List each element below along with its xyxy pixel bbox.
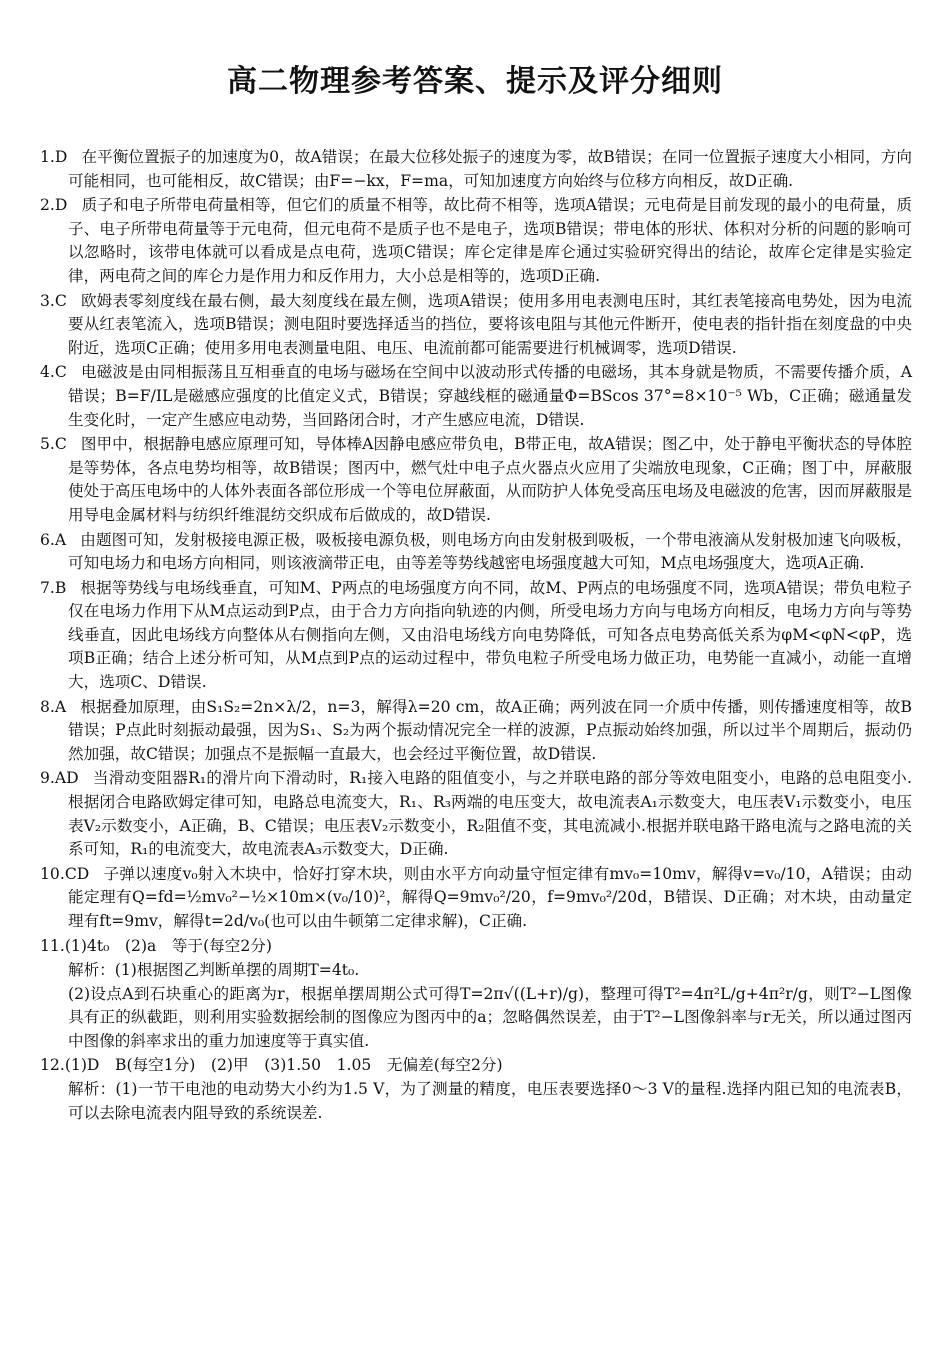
question-5 <box>40 433 912 527</box>
question-number: 11. <box>40 936 65 955</box>
question-answer: AD <box>54 769 79 788</box>
question-4 <box>40 361 912 432</box>
question-explanation: 在平衡位置振子的加速度为0，故A错误；在最大位移处振子的速度为零，故B错误；在同一位置振子速度大小相同，方向可能相同，也可能相反，故C错误；由F=−kx，F=ma，可知加速度方向始终与位移方向相反，故D正确. <box>68 148 912 190</box>
question-explanation: 根据等势线与电场线垂直，可知M、P两点的电场强度方向不同，故M、P两点的电场强度不同，选项A错误；带负电粒子仅在电场力作用下从M点运动到P点，由于合力方向指向轨迹的内侧，所受电场力方向与电场方向相反，电场力方向与等势线垂直，因此电场线方向整体从右侧指向左侧，又由沿电场线方向电势降低，可知各点电势高低关系为φM<φN<φP，选项B正确；结合上述分析可知，从M点到P点的运动过程中，带负电粒子所受电场力做正功，电势能一直减小，动能一直增大，选项C、D错误. <box>68 578 912 692</box>
question-answer: C <box>54 291 67 310</box>
question-answer: CD <box>64 864 90 883</box>
question-answer: A <box>54 530 67 549</box>
question-3 <box>40 290 912 361</box>
question-explanation: 欧姆表零刻度线在最右侧，最大刻度线在最左侧，选项A错误；使用多用电表测电压时，其红表笔接高电势处，因为电流要从红表笔流入，选项B错误；测电阻时要选择适当的挡位，要将该电阻与其他元件断开，使电表的指针指在刻度盘的中央附近，选项C正确；使用多用电表测量电阻、电压、电流前都可能需要进行机械调零，选项D错误. <box>68 291 912 357</box>
question-answer: D <box>54 196 68 215</box>
explanation-line: (2)设点A到石块重心的距离为r，根据单摆周期公式可得T=2π√((L+r)/g)，整理可得T²=4π²L/g+4π²r/g，则T²−L图像具有正的纵截距，则利用实验数据绘制的图像应为图丙中的a；忽略偶然误差，由于T²−L图像斜率与r无关，所以通过图丙中图像的斜率求出的重力加速度等于真实值. <box>68 984 912 1050</box>
question-12 <box>40 1054 912 1078</box>
question-number: 3. <box>40 291 55 310</box>
question-explanation: 当滑动变阻器R₁的滑片向下滑动时，R₁接入电路的阻值变小，与之并联电路的部分等效电阻变小，电路的总电阻变小.根据闭合电路欧姆定律可知，电路总电流变大，R₁、R₃两端的电压变大，故电流表A₁示数变大，电压表V₁示数变小，电压表V₂示数变小，A正确，B、C错误；电压表V₂示数变小，R₂阻值不变，其电流减小.根据并联电路干路电流与之路电流的关系可知，R₁的电流变大，故电流表A₃示数变大，D正确. <box>68 769 912 859</box>
explanation-line: 解析：(1)根据图乙判断单摆的周期T=4t₀. <box>68 961 360 980</box>
question-number: 8. <box>40 697 55 716</box>
question-9 <box>40 767 912 861</box>
explanation-line: 解析：(1)一节干电池的电动势大小约为1.5 V，为了测量的精度，电压表要选择0～3 V的量程.选择内阻已知的电流表B，可以去除电流表内阻导致的系统误差. <box>68 1080 912 1122</box>
question-answer: (1)D B(每空1分) (2)甲 (3)1.50 1.05 无偏差(每空2分) <box>64 1055 503 1074</box>
question-answer: (1)4t₀ (2)a 等于(每空2分) <box>64 936 272 955</box>
question-answer: C <box>54 435 67 454</box>
question-explanation: 根据叠加原理，由S₁S₂=2n×λ/2，n=3，解得λ=20 cm，故A正确；两列波在同一介质中传播，则传播速度相等，故B错误；P点此时刻振动最强，因为S₁、S₂为两个振动情况完全一样的波源，P点振动始终加强，所以过半个周期后，振动仍然加强，故C错误；加强点不是振幅一直最大，也会经过平衡位置，故D错误. <box>68 697 912 763</box>
question-8 <box>40 696 912 767</box>
question-number: 7. <box>40 578 55 597</box>
answer-list <box>40 146 912 1125</box>
question-number: 1. <box>40 148 55 166</box>
question-number: 6. <box>40 530 55 549</box>
question-1 <box>40 146 912 193</box>
question-number: 10. <box>40 864 65 883</box>
question-explanation: 由题图可知，发射极接电源正极，吸板接电源负极，则电场方向由发射极到吸板，一个带电液滴从发射极加速飞向吸板，可知电场力和电场方向相同，则该液滴带正电，由等差等势线越密电场强度越大可知，M点电场强度大，选项A正确. <box>68 530 912 573</box>
question-answer: C <box>54 363 67 382</box>
question-explanation: 电磁波是由同相振荡且互相垂直的电场与磁场在空间中以波动形式传播的电磁场，其本身就是物质，不需要传播介质，A错误；B=F/IL是磁感应强度的比值定义式，B错误；穿越线框的磁通量Φ=BScos 37°=8×10⁻⁵ Wb，C正确；磁通量发生变化时，一定产生感应电动势，当回路闭合时，才产生感应电流，D错误. <box>68 363 912 429</box>
question-explanation: 图甲中，根据静电感应原理可知，导体棒A因静电感应带负电，B带正电，故A错误；图乙中，处于静电平衡状态的导体腔是等势体，各点电势均相等，故B错误；图丙中，燃气灶中电子点火器点火应用了尖端放电现象，C正确；图丁中，屏蔽服使处于高压电场中的人体外表面各部位形成一个等电位屏蔽面，从而防护人体免受高压电场及电磁波的危害，因而屏蔽服是用导电金属材料与纺织纤维混纺交织成布后做成的，故D错误. <box>68 435 912 524</box>
question-number: 12. <box>40 1055 65 1074</box>
question-number: 5. <box>40 435 55 454</box>
question-number: 2. <box>40 196 55 215</box>
page-title: 高二物理参考答案、提示及评分细则 <box>227 64 723 99</box>
question-10 <box>40 863 912 934</box>
question-11 <box>40 935 912 959</box>
question-answer: A <box>54 697 67 716</box>
question-7 <box>40 577 912 695</box>
question-number: 9. <box>40 769 55 788</box>
question-answer: B <box>54 578 67 597</box>
question-2 <box>40 194 912 288</box>
question-explanation: 子弹以速度v₀射入木块中，恰好打穿木块，则由水平方向动量守恒定律有mv₀=10mv，解得v=v₀/10，A错误；由动能定理有Q=fd=½mv₀²−½×10m×(v₀/10)²，解得Q=9mv₀²/20，f=9mv₀²/20d，B错误、D正确；对木块，由动量定理有ft=9mv，解得t=2d/v₀(也可以由牛顿第二定律求解)，C正确. <box>68 864 912 930</box>
question-explanation: 质子和电子所带电荷量相等，但它们的质量不相等，故比荷不相等，选项A错误；元电荷是目前发现的最小的电荷量，质子、电子所带电荷量等于元电荷，但元电荷不是质子也不是电子，选项B错误；带电体的形状、体积对分析的问题的影响可以忽略时，该带电体就可以看成是点电荷，选项C错误；库仑定律是库仑通过实验研究得出的结论，故库仑定律是实验定律，两电荷之间的库仑力是作用力和反作用力，大小总是相等的，选项D正确. <box>68 196 912 285</box>
question-answer: D <box>54 148 68 166</box>
question-number: 4. <box>40 363 55 382</box>
question-6 <box>40 529 912 576</box>
